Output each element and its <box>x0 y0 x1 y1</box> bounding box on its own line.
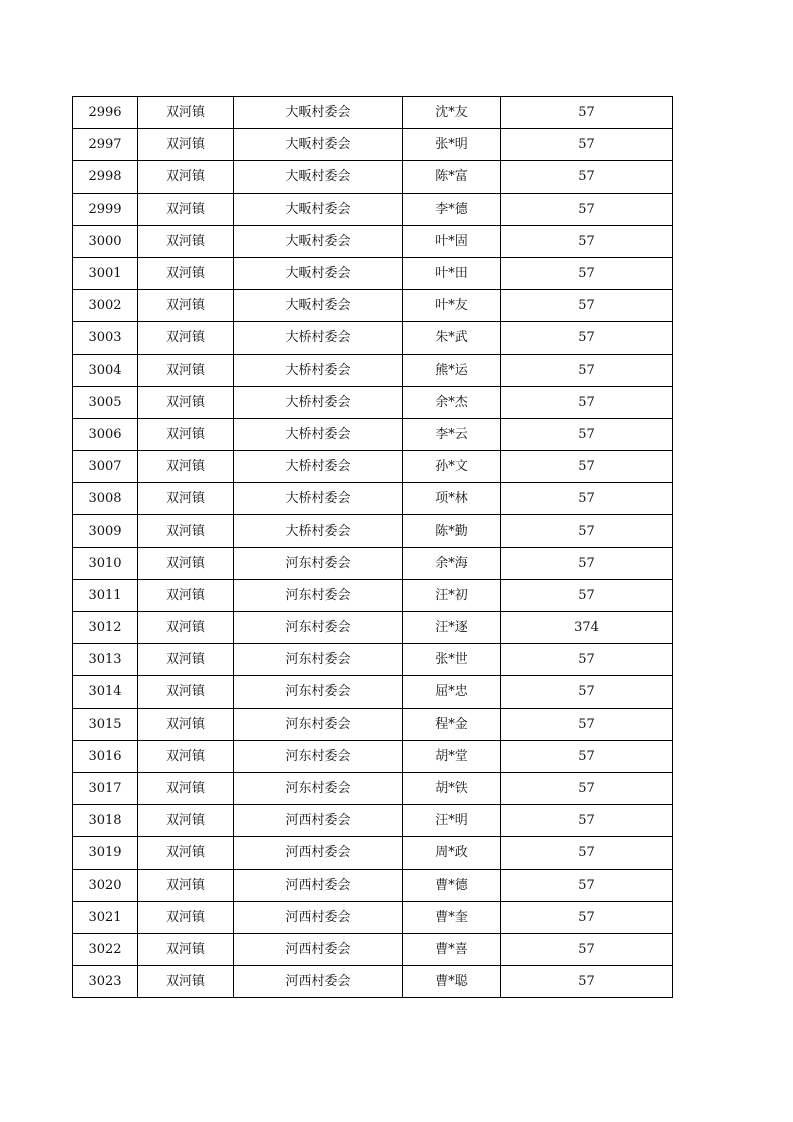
table-row <box>73 869 673 901</box>
table-row <box>73 322 673 354</box>
village-committee-cell: 河东村委会 <box>234 644 403 676</box>
town-cell: 双河镇 <box>138 772 234 804</box>
serial-number-cell: 3021 <box>73 901 138 933</box>
village-committee-cell: 河西村委会 <box>234 837 403 869</box>
table-row <box>73 708 673 740</box>
table-row <box>73 612 673 644</box>
serial-number-cell: 3003 <box>73 322 138 354</box>
table-row <box>73 772 673 804</box>
amount-cell: 57 <box>501 386 673 418</box>
serial-number-cell: 3011 <box>73 579 138 611</box>
village-committee-cell: 大桥村委会 <box>234 354 403 386</box>
name-cell: 张*世 <box>403 644 501 676</box>
amount-cell: 57 <box>501 354 673 386</box>
town-cell: 双河镇 <box>138 966 234 998</box>
town-cell: 双河镇 <box>138 579 234 611</box>
amount-cell: 57 <box>501 644 673 676</box>
name-cell: 孙*文 <box>403 451 501 483</box>
name-cell: 陈*富 <box>403 161 501 193</box>
town-cell: 双河镇 <box>138 644 234 676</box>
village-committee-cell: 大畈村委会 <box>234 97 403 129</box>
town-cell: 双河镇 <box>138 322 234 354</box>
town-cell: 双河镇 <box>138 933 234 965</box>
serial-number-cell: 3014 <box>73 676 138 708</box>
table-row <box>73 451 673 483</box>
serial-number-cell: 2999 <box>73 193 138 225</box>
town-cell: 双河镇 <box>138 257 234 289</box>
amount-cell: 57 <box>501 322 673 354</box>
town-cell: 双河镇 <box>138 161 234 193</box>
village-committee-cell: 河东村委会 <box>234 547 403 579</box>
town-cell: 双河镇 <box>138 869 234 901</box>
amount-cell: 57 <box>501 837 673 869</box>
town-cell: 双河镇 <box>138 386 234 418</box>
village-committee-cell: 河西村委会 <box>234 966 403 998</box>
amount-cell: 57 <box>501 708 673 740</box>
name-cell: 沈*友 <box>403 97 501 129</box>
village-committee-cell: 河东村委会 <box>234 676 403 708</box>
serial-number-cell: 2998 <box>73 161 138 193</box>
serial-number-cell: 3019 <box>73 837 138 869</box>
table-row <box>73 290 673 322</box>
village-committee-cell: 河西村委会 <box>234 933 403 965</box>
amount-cell: 57 <box>501 225 673 257</box>
name-cell: 叶*田 <box>403 257 501 289</box>
town-cell: 双河镇 <box>138 612 234 644</box>
name-cell: 余*杰 <box>403 386 501 418</box>
village-committee-cell: 河西村委会 <box>234 901 403 933</box>
town-cell: 双河镇 <box>138 354 234 386</box>
name-cell: 叶*固 <box>403 225 501 257</box>
serial-number-cell: 3013 <box>73 644 138 676</box>
town-cell: 双河镇 <box>138 740 234 772</box>
data-table <box>72 96 673 998</box>
amount-cell: 57 <box>501 869 673 901</box>
serial-number-cell: 3018 <box>73 805 138 837</box>
village-committee-cell: 河东村委会 <box>234 772 403 804</box>
amount-cell: 57 <box>501 515 673 547</box>
name-cell: 曹*聪 <box>403 966 501 998</box>
serial-number-cell: 3017 <box>73 772 138 804</box>
amount-cell: 57 <box>501 290 673 322</box>
name-cell: 余*海 <box>403 547 501 579</box>
name-cell: 张*明 <box>403 129 501 161</box>
table-row <box>73 644 673 676</box>
village-committee-cell: 大桥村委会 <box>234 418 403 450</box>
town-cell: 双河镇 <box>138 129 234 161</box>
serial-number-cell: 3012 <box>73 612 138 644</box>
name-cell: 李*云 <box>403 418 501 450</box>
table-row <box>73 193 673 225</box>
table-row <box>73 354 673 386</box>
amount-cell: 57 <box>501 161 673 193</box>
table-row <box>73 676 673 708</box>
amount-cell: 57 <box>501 418 673 450</box>
table-row <box>73 579 673 611</box>
village-committee-cell: 河西村委会 <box>234 805 403 837</box>
amount-cell: 57 <box>501 740 673 772</box>
name-cell: 叶*友 <box>403 290 501 322</box>
serial-number-cell: 3002 <box>73 290 138 322</box>
name-cell: 曹*德 <box>403 869 501 901</box>
serial-number-cell: 3010 <box>73 547 138 579</box>
amount-cell: 57 <box>501 772 673 804</box>
amount-cell: 57 <box>501 901 673 933</box>
name-cell: 汪*逐 <box>403 612 501 644</box>
serial-number-cell: 3004 <box>73 354 138 386</box>
village-committee-cell: 大桥村委会 <box>234 483 403 515</box>
town-cell: 双河镇 <box>138 483 234 515</box>
name-cell: 陈*勤 <box>403 515 501 547</box>
town-cell: 双河镇 <box>138 193 234 225</box>
amount-cell: 57 <box>501 483 673 515</box>
amount-cell: 57 <box>501 547 673 579</box>
amount-cell: 374 <box>501 612 673 644</box>
village-committee-cell: 河东村委会 <box>234 612 403 644</box>
serial-number-cell: 3009 <box>73 515 138 547</box>
town-cell: 双河镇 <box>138 901 234 933</box>
name-cell: 胡*堂 <box>403 740 501 772</box>
serial-number-cell: 3000 <box>73 225 138 257</box>
amount-cell: 57 <box>501 193 673 225</box>
name-cell: 熊*运 <box>403 354 501 386</box>
town-cell: 双河镇 <box>138 515 234 547</box>
serial-number-cell: 3020 <box>73 869 138 901</box>
table-row <box>73 515 673 547</box>
serial-number-cell: 2996 <box>73 97 138 129</box>
serial-number-cell: 3022 <box>73 933 138 965</box>
amount-cell: 57 <box>501 129 673 161</box>
table-row <box>73 418 673 450</box>
table-row <box>73 805 673 837</box>
name-cell: 周*政 <box>403 837 501 869</box>
town-cell: 双河镇 <box>138 708 234 740</box>
table-row <box>73 161 673 193</box>
village-committee-cell: 大桥村委会 <box>234 451 403 483</box>
serial-number-cell: 3006 <box>73 418 138 450</box>
name-cell: 程*金 <box>403 708 501 740</box>
village-committee-cell: 大畈村委会 <box>234 129 403 161</box>
table-row <box>73 129 673 161</box>
town-cell: 双河镇 <box>138 837 234 869</box>
serial-number-cell: 3001 <box>73 257 138 289</box>
town-cell: 双河镇 <box>138 225 234 257</box>
village-committee-cell: 大畈村委会 <box>234 161 403 193</box>
village-committee-cell: 河西村委会 <box>234 869 403 901</box>
serial-number-cell: 2997 <box>73 129 138 161</box>
village-committee-cell: 大畈村委会 <box>234 290 403 322</box>
village-committee-cell: 河东村委会 <box>234 708 403 740</box>
village-committee-cell: 大桥村委会 <box>234 322 403 354</box>
serial-number-cell: 3015 <box>73 708 138 740</box>
amount-cell: 57 <box>501 676 673 708</box>
table-row <box>73 483 673 515</box>
name-cell: 屈*忠 <box>403 676 501 708</box>
town-cell: 双河镇 <box>138 418 234 450</box>
amount-cell: 57 <box>501 97 673 129</box>
amount-cell: 57 <box>501 257 673 289</box>
table-row <box>73 547 673 579</box>
town-cell: 双河镇 <box>138 676 234 708</box>
name-cell: 曹*奎 <box>403 901 501 933</box>
village-committee-cell: 河东村委会 <box>234 579 403 611</box>
serial-number-cell: 3023 <box>73 966 138 998</box>
town-cell: 双河镇 <box>138 97 234 129</box>
village-committee-cell: 大畈村委会 <box>234 225 403 257</box>
name-cell: 曹*喜 <box>403 933 501 965</box>
town-cell: 双河镇 <box>138 451 234 483</box>
name-cell: 汪*明 <box>403 805 501 837</box>
name-cell: 朱*武 <box>403 322 501 354</box>
town-cell: 双河镇 <box>138 290 234 322</box>
village-committee-cell: 大桥村委会 <box>234 515 403 547</box>
name-cell: 李*德 <box>403 193 501 225</box>
table-row <box>73 740 673 772</box>
name-cell: 汪*初 <box>403 579 501 611</box>
town-cell: 双河镇 <box>138 547 234 579</box>
amount-cell: 57 <box>501 966 673 998</box>
serial-number-cell: 3007 <box>73 451 138 483</box>
serial-number-cell: 3005 <box>73 386 138 418</box>
village-committee-cell: 河东村委会 <box>234 740 403 772</box>
table-row <box>73 97 673 129</box>
serial-number-cell: 3008 <box>73 483 138 515</box>
town-cell: 双河镇 <box>138 805 234 837</box>
table-row <box>73 386 673 418</box>
name-cell: 项*林 <box>403 483 501 515</box>
amount-cell: 57 <box>501 933 673 965</box>
name-cell: 胡*铁 <box>403 772 501 804</box>
table-row <box>73 837 673 869</box>
table-body <box>73 97 673 998</box>
table-row <box>73 225 673 257</box>
table-row <box>73 966 673 998</box>
table-row <box>73 933 673 965</box>
amount-cell: 57 <box>501 579 673 611</box>
village-committee-cell: 大畈村委会 <box>234 193 403 225</box>
table-row <box>73 901 673 933</box>
serial-number-cell: 3016 <box>73 740 138 772</box>
amount-cell: 57 <box>501 805 673 837</box>
village-committee-cell: 大畈村委会 <box>234 257 403 289</box>
table-row <box>73 257 673 289</box>
village-committee-cell: 大桥村委会 <box>234 386 403 418</box>
amount-cell: 57 <box>501 451 673 483</box>
